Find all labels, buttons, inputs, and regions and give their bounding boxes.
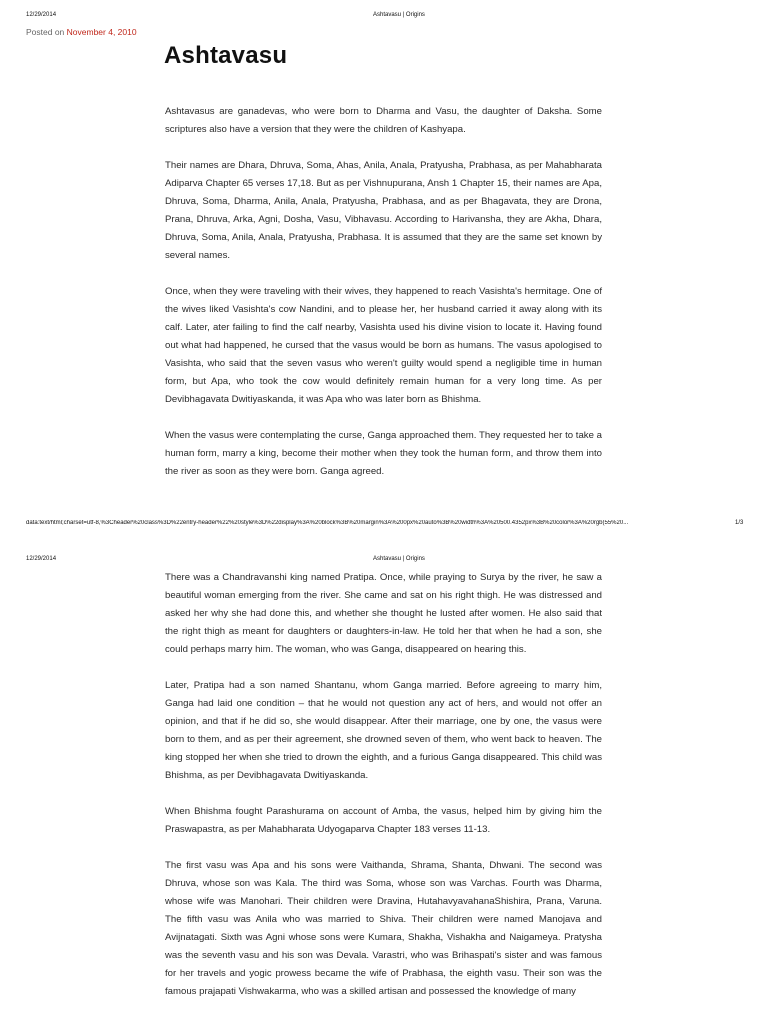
posted-date-link[interactable]: November 4, 2010 bbox=[66, 27, 137, 37]
paragraph: There was a Chandravanshi king named Pratipa. Once, while praying to Surya by the river, he saw a beautiful woman emerging from the river. She came and sat on his right thigh. He was distressed and asked her why she had done this, and whether she thought he lusted after women. He also said that the right thigh as meant for daughters or daughters-in-law. He told her that when he had a son, she could perhaps marry him. The woman, who was Ganga, disappeared on hearing this. bbox=[165, 572, 602, 655]
post-meta bbox=[26, 27, 137, 37]
page-title: Ashtavasu bbox=[164, 42, 288, 69]
paragraph: Later, Pratipa had a son named Shantanu, whom Ganga married. Before agreeing to marry him, Ganga had laid one condition – that he would not question any act of hers, and would not offer an opinion, and that if he did so, she would disappear. After their marriage, one by one, the vasus were born to them, and as per their agreement, she drowned seven of them, who went back to heaven. The king stopped her when she tried to drown the eighth, and a furious Ganga disappeared. This child was Bhishma, as per Devibhagavata Dwitiyaskanda. bbox=[165, 680, 602, 781]
paragraph: The first vasu was Apa and his sons were Vaithanda, Shrama, Shanta, Dhwani. The second was Dhruva, whose son was Kala. The third was Soma, whose son was Varchas. Fourth was Dharma, whose wife was Manohari. Their children were Dravina, HutahavyavahanaShishira, Prana, Varuna. The fifth vasu was Anila who was married to Shiva. Their children were named Manojava and Avijnatagati. Sixth was Agni whose sons were Kumara, Shakha, Vishakha and Naigameya. Pratysha was the seventh vasu and his son was Devala. Varastri, who was Brihaspati's sister and was famous for her travels and yogic prowess became the wife of Prabhasa, the eighth vasu. Their son was the famous prajapati Vishwakarma, who was a skilled artisan and possessed the knowledge of many bbox=[165, 860, 602, 997]
print-footer-url: data:text/html;charset=utf-8,%3Cheader%20class%3D%22entry-header%22%20style%3D%22display%3A%20block%3B%20margin%3A%200px%20auto%3B%20width%3A%20500.4352px%3B%20color%3A%20rgb(55%20... bbox=[26, 520, 629, 526]
article-body-page2 bbox=[165, 569, 602, 1001]
paragraph: Ashtavasus are ganadevas, who were born to Dharma and Vasu, the daughter of Daksha. Some scriptures also have a version that they were the children of Kashyapa. bbox=[165, 106, 602, 135]
paragraph: When Bhishma fought Parashurama on account of Amba, the vasus, helped him by giving him the Praswapastra, as per Mahabharata Udyogaparva Chapter 183 verses 11-13. bbox=[165, 806, 602, 835]
print-site-title: Ashtavasu | Origins bbox=[373, 556, 425, 562]
print-site-title: Ashtavasu | Origins bbox=[373, 12, 425, 18]
paragraph: When the vasus were contemplating the curse, Ganga approached them. They requested her to take a human form, marry a king, become their mother when they took the human form, and throw them into the river as soon as they were born. Ganga agreed. bbox=[165, 430, 602, 477]
paragraph: Their names are Dhara, Dhruva, Soma, Ahas, Anila, Anala, Pratyusha, Prabhasa, as per Mahabharata Adiparva Chapter 65 verses 17,18. But as per Vishnupurana, Ansh 1 Chapter 15, their names are Apa, Dhruva, Soma, Dharma, Anila, Anala, Pratyusha, Prabhasa, and as per Bhagavata, they are Drona, Prana, Dhruva, Arka, Agni, Dosha, Vasu, Vibhavasu. According to Harivansha, they are Akha, Dhara, Dhruva, Soma, Anila, Anala, Pratyusha, Prabhasa. It is assumed that they are the same set known by several names. bbox=[165, 160, 602, 261]
article-body-page1 bbox=[165, 103, 602, 481]
print-page-number: 1/3 bbox=[735, 520, 744, 526]
print-date: 12/29/2014 bbox=[26, 556, 57, 562]
paragraph: Once, when they were traveling with their wives, they happened to reach Vasishta's hermitage. One of the wives liked Vasishta's cow Nandini, and to please her, her husband carried it away along with its calf. Later, ater failing to find the calf nearby, Vasishta used his divine vision to locate it. Having found out what had happened, he cursed that the vasus would be born as humans. The vasus apologised to Vasishta, who said that the seven vasus who weren't guilty would spend a negligible time in human form, but Apa, who took the cow would definitely remain human for a very long time. As per Devibhagavata Dwitiyaskanda, it was Apa who was later born as Bhishma. bbox=[165, 286, 602, 405]
posted-prefix: Posted on bbox=[26, 27, 67, 37]
print-date: 12/29/2014 bbox=[26, 12, 57, 18]
